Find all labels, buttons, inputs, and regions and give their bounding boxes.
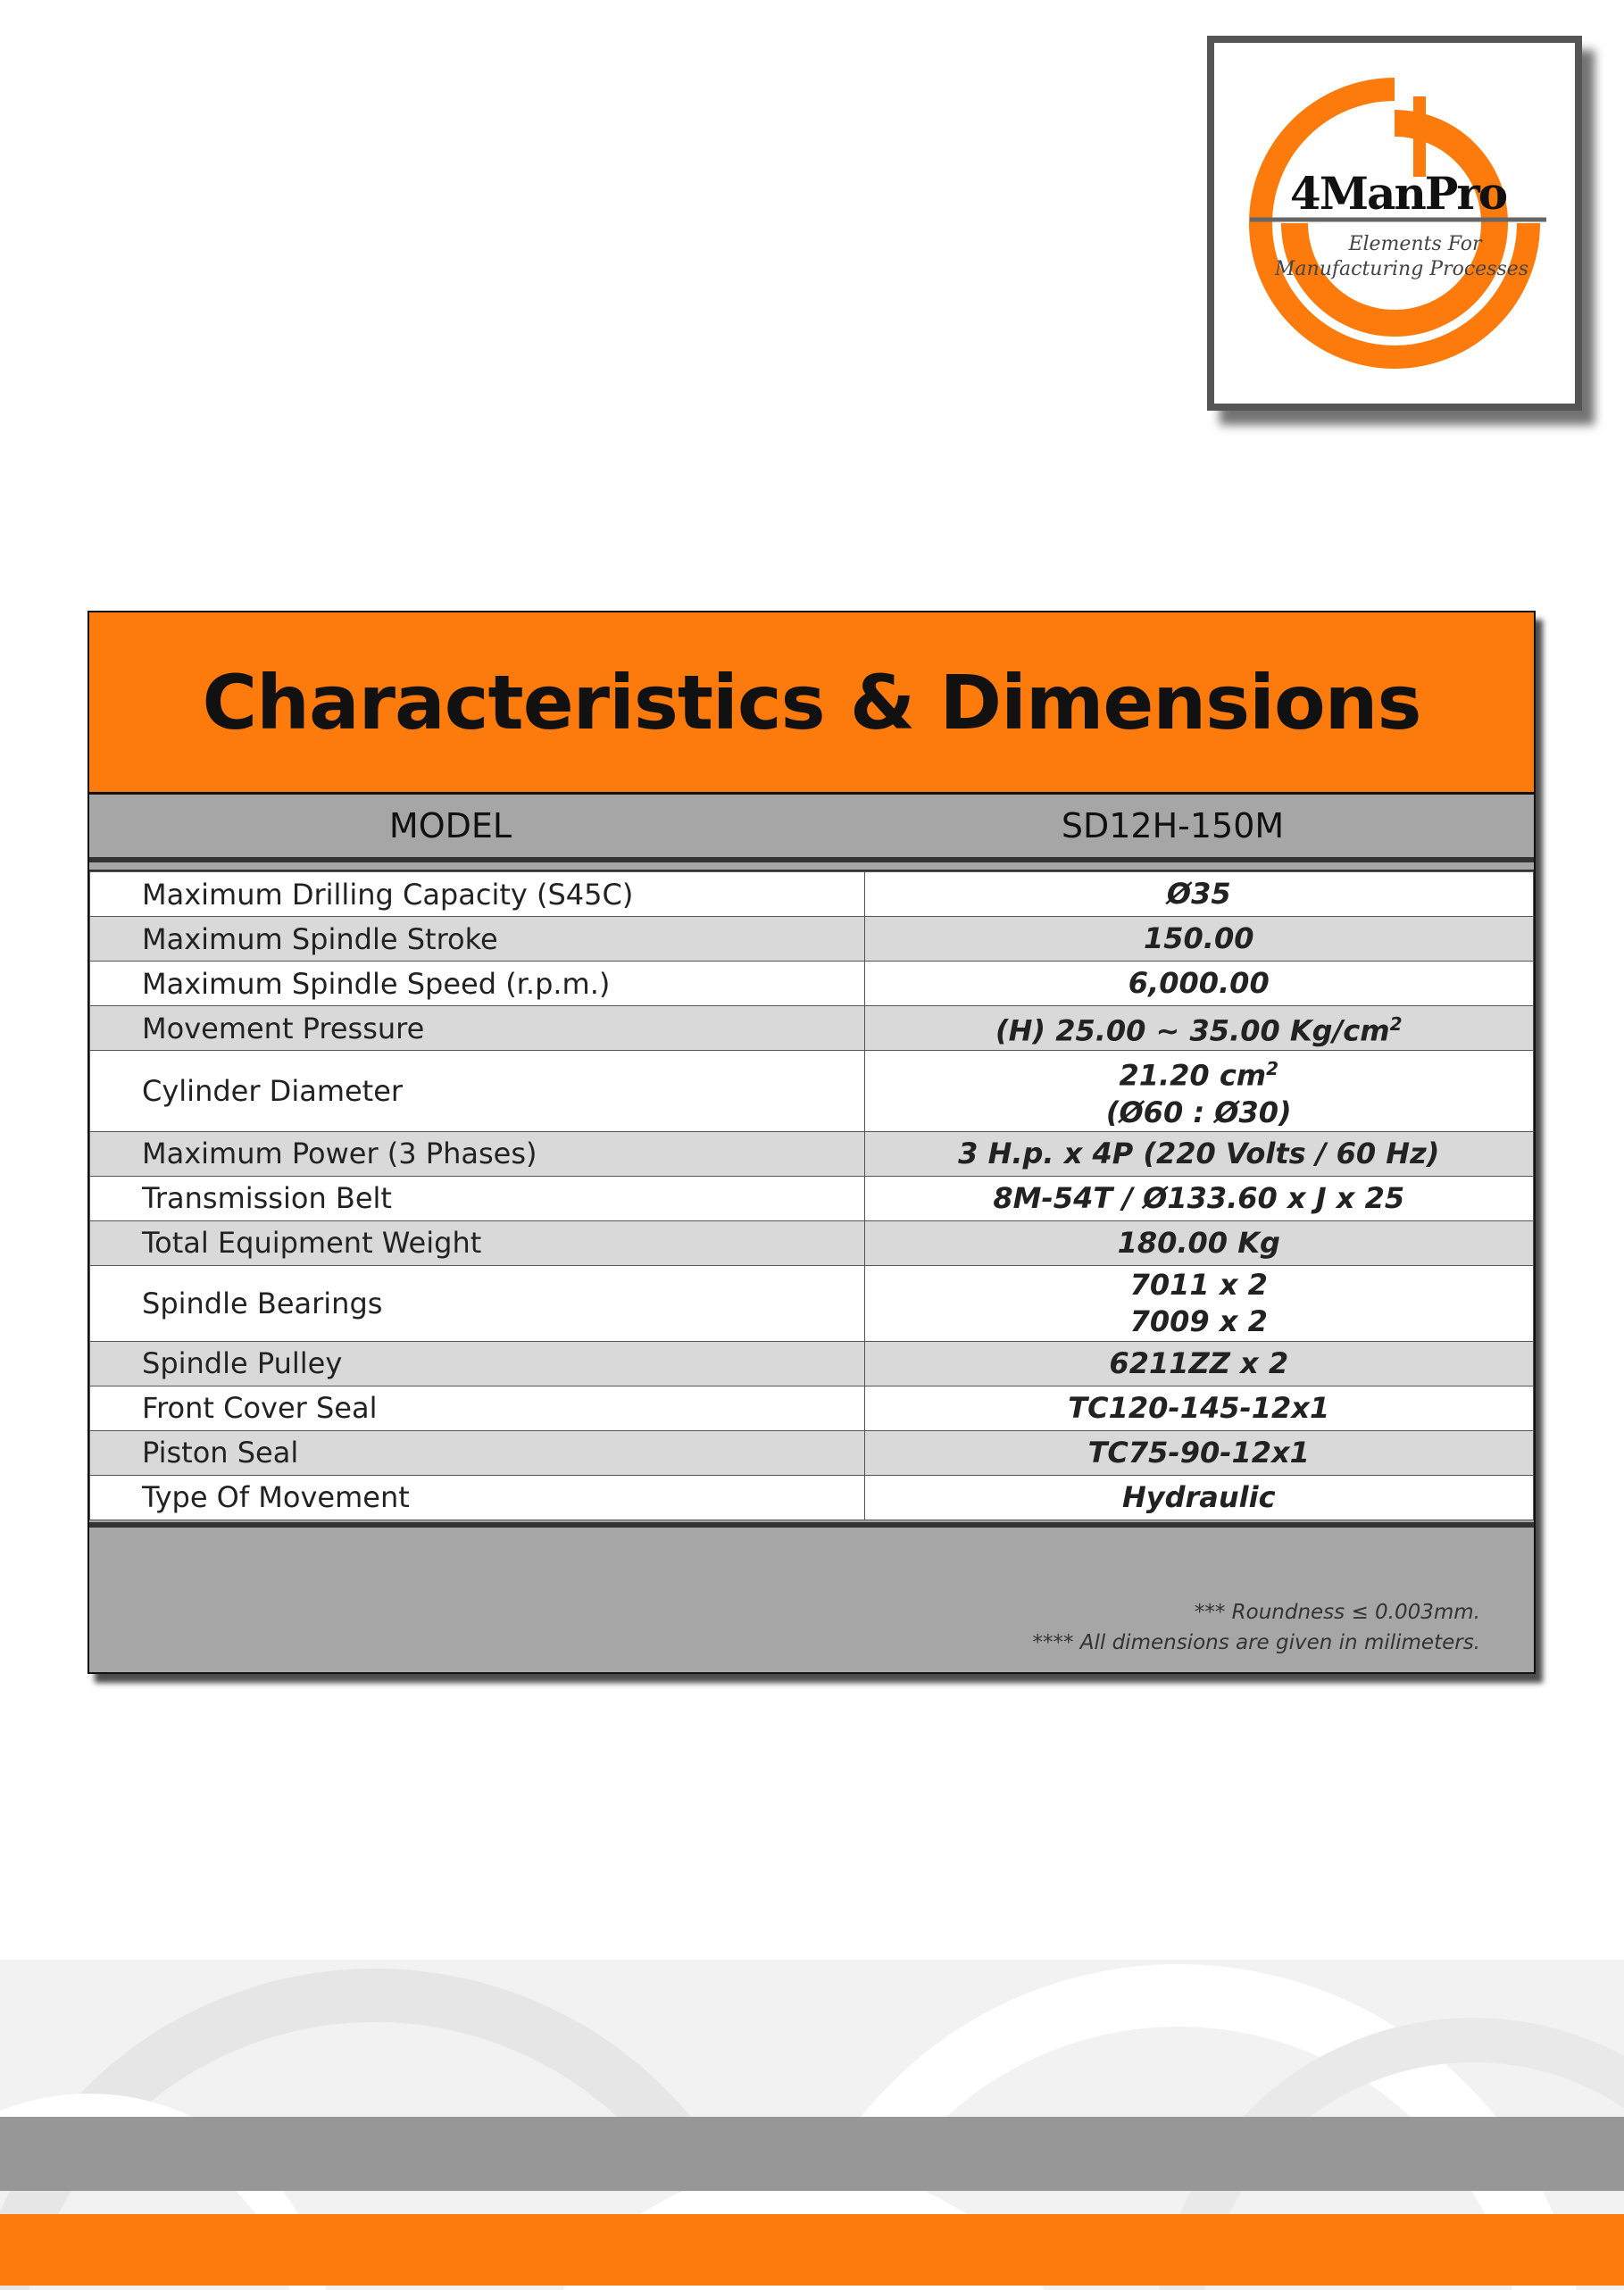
model-value: SD12H-150M [1061,806,1285,845]
superscript: 2 [1389,1013,1403,1036]
spec-value-text: 7011 x 2 [1129,1267,1268,1302]
spec-label: Maximum Spindle Stroke [90,917,865,962]
spec-value-text: Ø35 [1166,877,1231,911]
spec-value [864,1131,1534,1176]
spec-label: Spindle Pulley [90,1341,865,1386]
spec-value [864,1341,1534,1386]
table-row [90,1006,1534,1051]
footer-band-orange [0,2214,1624,2286]
spec-value-line [865,1435,1534,1471]
divider [89,862,1534,871]
spec-value-line [865,1136,1534,1172]
spec-value-line: 7009 x 2 [1129,1303,1268,1338]
spec-label: Front Cover Seal [90,1386,865,1430]
footer-band-gray [0,2117,1624,2191]
spec-value [864,1430,1534,1475]
spec-label: Spindle Bearings [90,1265,865,1341]
spec-label: Piston Seal [90,1430,865,1475]
spec-value [864,917,1534,962]
spec-value-text: TC75-90-12x1 [1087,1435,1310,1470]
footnotes [1032,1597,1480,1658]
spec-value [864,872,1534,917]
spec-value-text: 8M-54T / Ø133.60 x J x 25 [993,1180,1405,1215]
footnote: *** Roundness ≤ 0.003mm. [1194,1601,1480,1624]
spec-value [864,1475,1534,1520]
spec-label: Total Equipment Weight [90,1220,865,1265]
table-row [90,1176,1534,1220]
spec-label: Cylinder Diameter [90,1051,865,1132]
divider [89,1522,1534,1528]
spec-value-line [865,876,1534,912]
spec-value-line [865,1180,1534,1217]
spec-value-line [865,1390,1534,1427]
spec-value [864,1386,1534,1430]
spec-value-line [865,1051,1534,1095]
logo-tagline-2: Manufacturing Processes [1274,258,1529,280]
table-row [90,1341,1534,1386]
table-row [90,1220,1534,1265]
table-row [90,917,1534,962]
spec-label: Type Of Movement [90,1475,865,1520]
card-title: Characteristics & Dimensions [202,658,1421,746]
spec-value-line [865,1267,1534,1303]
spec-label: Maximum Drilling Capacity (S45C) [90,872,865,917]
card-header [89,612,1534,795]
model-label: MODEL [388,806,512,845]
spec-value-text: Hydraulic [1121,1479,1276,1514]
logo-graphic [1214,43,1575,404]
spec-value-text: 180.00 Kg [1117,1225,1280,1260]
spec-label: Maximum Power (3 Phases) [90,1131,865,1176]
spec-value-line [865,1479,1534,1516]
model-row [89,795,1534,862]
spec-value [864,1176,1534,1220]
spec-value-line [865,920,1534,957]
logo-ring-inner [1295,123,1495,323]
spec-value-line [865,1006,1534,1050]
spec-value-text: 6211ZZ x 2 [1109,1345,1289,1380]
table-row [90,1475,1534,1520]
spec-value-line [865,965,1534,1002]
table-row [90,1265,1534,1341]
spec-value-text: 3 H.p. x 4P (220 Volts / 60 Hz) [958,1136,1440,1170]
spec-value [864,1051,1534,1132]
spec-value [864,1220,1534,1265]
spec-value-text: 21.20 cm [1119,1058,1267,1093]
table-row [90,962,1534,1006]
spec-value [864,1006,1534,1051]
spec-value-text: 150.00 [1144,921,1254,955]
spec-value-line [865,1225,1534,1262]
spec-table [89,871,1534,1520]
table-row [90,1430,1534,1475]
spec-value [864,962,1534,1006]
spec-label: Transmission Belt [90,1176,865,1220]
spec-value-text: 6,000.00 [1128,966,1270,1000]
spec-value-text: (H) 25.00 ~ 35.00 Kg/cm [995,1013,1390,1048]
table-row [90,872,1534,917]
logo-brand-text: 4ManPro [1289,167,1507,220]
company-logo [1207,36,1582,411]
spec-value-line [865,1345,1534,1382]
spec-label: Maximum Spindle Speed (r.p.m.) [90,962,865,1006]
table-row [90,1051,1534,1132]
spec-card [87,611,1536,1674]
footnote: **** All dimensions are given in milimeters. [1032,1631,1480,1654]
spec-label: Movement Pressure [90,1006,865,1051]
superscript: 2 [1266,1058,1279,1079]
table-row [90,1131,1534,1176]
logo-tagline-1: Elements For [1348,233,1482,255]
spec-value-text: TC120-145-12x1 [1068,1390,1330,1425]
spec-value-line: (Ø60 : Ø30) [1105,1095,1292,1129]
table-row [90,1386,1534,1430]
spec-value [864,1265,1534,1341]
